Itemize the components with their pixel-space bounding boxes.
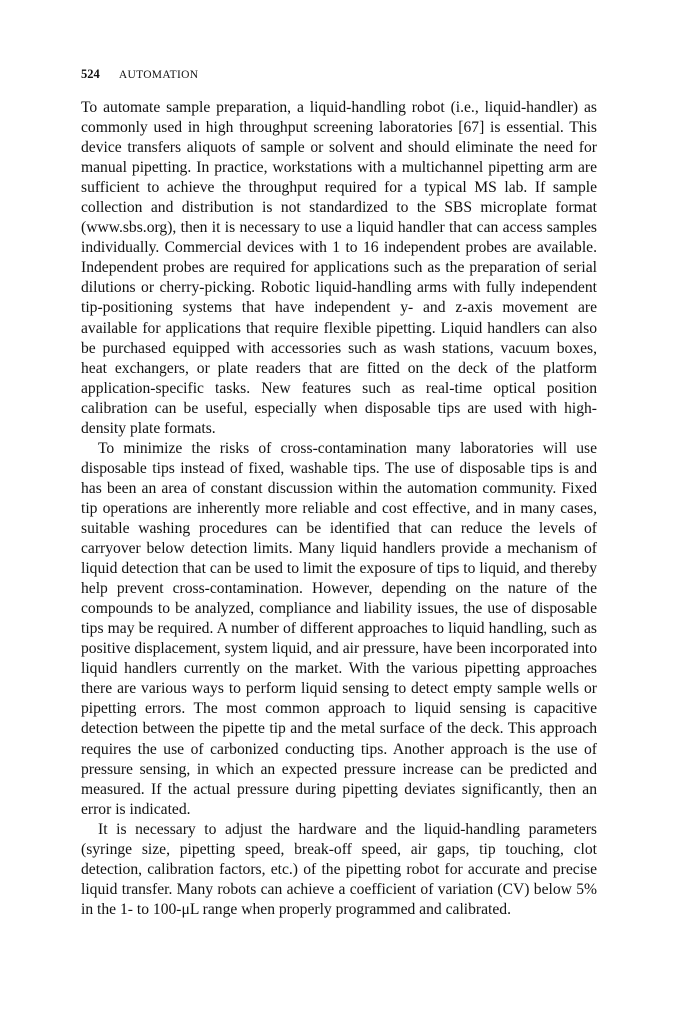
body-text xyxy=(81,98,597,920)
paragraph-liquid-handling-robots: To automate sample preparation, a liquid-handling robot (i.e., liquid-handler) as commonly used in high throughput screening laboratories [67] is essential. This device transfers aliquots of sample or solvent and should eliminate the need for manual pipetting. In practice, workstations with a multichannel pipetting arm are sufficient to achieve the throughput required for a typical MS lab. If sample collection and distribution is not standardized to the SBS microplate format (www.sbs.org), then it is necessary to use a liquid handler that can access samples individually. Commercial devices with 1 to 16 independent probes are available. Independent probes are required for applications such as the preparation of serial dilutions or cherry-picking. Robotic liquid-handling arms with fully independent tip-positioning systems that have independent y- and z-axis movement are available for applications that require flexible pipetting. Liquid handlers can also be purchased equipped with accessories such as wash stations, vacuum boxes, heat exchangers, or plate readers that are fitted on the deck of the platform application-specific tasks. New features such as real-time optical position calibration can be useful, especially when disposable tips are used with high-density plate formats. xyxy=(81,99,597,437)
page-number: 524 xyxy=(81,67,100,81)
running-head-title: AUTOMATION xyxy=(118,69,199,81)
paragraph-disposable-tips: To minimize the risks of cross-contamination many laboratories will use disposable tips instead of fixed, washable tips. The use of disposable tips is and has been an area of constant discussion within the automation community. Fixed tip operations are inherently more reliable and cost effective, and in many cases, suitable washing procedures can be identified that can reduce the levels of carryover below detection limits. Many liquid handlers provide a mechanism of liquid detection that can be used to limit the exposure of tips to liquid, and thereby help prevent cross-contamination. However, depending on the nature of the compounds to be analyzed, compliance and liability issues, the use of disposable tips may be required. A number of different approaches to liquid handling, such as positive displacement, system liquid, and air pressure, have been incorporated into liquid handlers currently on the market. With the various pipetting approaches there are various ways to perform liquid sensing to detect empty sample wells or pipetting errors. The most common approach to liquid sensing is capacitive detection between the pipette tip and the metal surface of the deck. This approach requires the use of carbonized conducting tips. Another approach is the use of pressure sensing, in which an expected pressure increase can be predicted and measured. If the actual pressure during pipetting deviates significantly, then an error is indicated. xyxy=(81,439,597,818)
running-head xyxy=(81,66,198,83)
paragraph-liquid-transfer-parameters: It is necessary to adjust the hardware and the liquid-handling parameters (syringe size, pipetting speed, break-off speed, air gaps, tip touching, clot detection, calibration factors, etc.) of the pipetting robot for accurate and precise liquid transfer. Many robots can achieve a coefficient of variation (CV) below 5% in the 1- to 100-μL range when properly programmed and calibrated. xyxy=(81,820,597,918)
